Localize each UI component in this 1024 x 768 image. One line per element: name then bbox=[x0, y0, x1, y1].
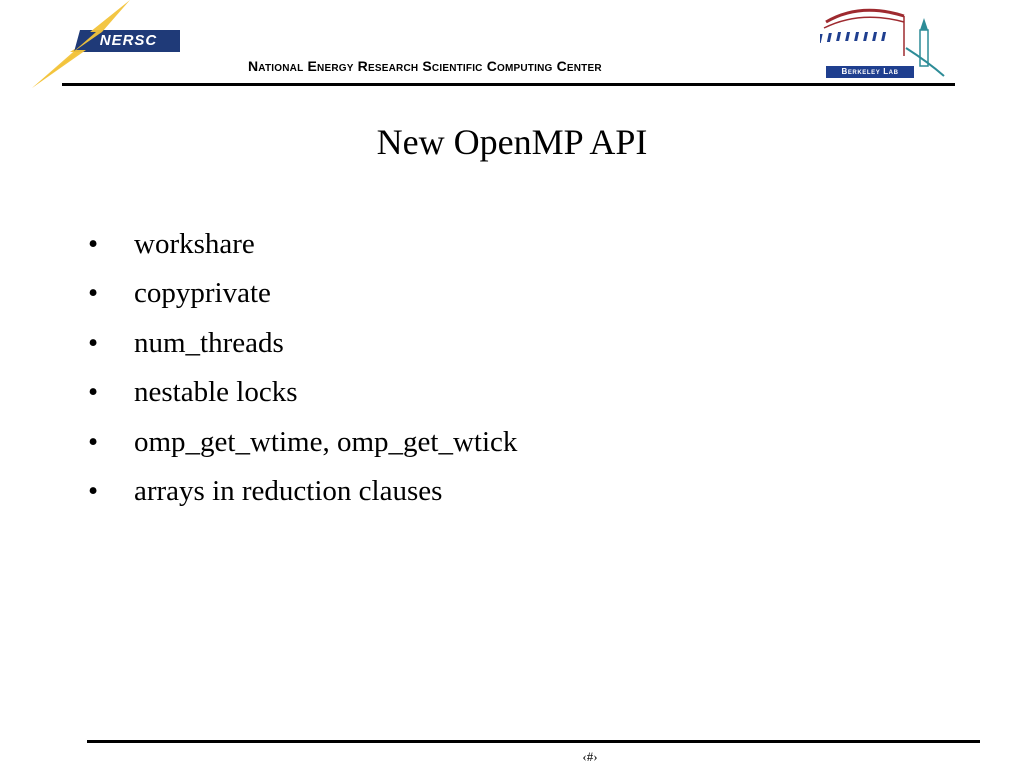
footer-divider bbox=[87, 740, 980, 743]
org-title: National Energy Research Scientific Computing Center bbox=[248, 58, 602, 74]
bullet-text: copyprivate bbox=[134, 277, 271, 310]
bullet-item bbox=[88, 277, 517, 326]
bullet-marker: • bbox=[88, 326, 99, 359]
bullet-marker: • bbox=[88, 228, 99, 260]
page-number: ‹#› bbox=[582, 749, 598, 764]
nersc-logo-text: NERSC bbox=[99, 32, 158, 49]
bullet-item bbox=[88, 426, 517, 475]
bullet-text: omp_get_wtime, omp_get_wtick bbox=[134, 425, 518, 458]
berkeley-lab-logo-text: Berkeley Lab bbox=[841, 67, 899, 76]
bullet-marker: • bbox=[88, 376, 99, 409]
bullet-list bbox=[88, 228, 517, 524]
bullet-item bbox=[88, 228, 517, 277]
bullet-text: workshare bbox=[134, 228, 255, 260]
bullet-item bbox=[88, 475, 517, 524]
bullet-text: num_threads bbox=[134, 326, 284, 359]
header-divider bbox=[62, 83, 955, 86]
bullet-marker: • bbox=[88, 425, 99, 458]
slide-title: New OpenMP API bbox=[376, 122, 648, 162]
bullet-item bbox=[88, 327, 517, 376]
bullet-marker: • bbox=[88, 474, 99, 507]
bullet-text: nestable locks bbox=[134, 376, 298, 409]
bullet-marker: • bbox=[88, 277, 99, 310]
bullet-text: arrays in reduction clauses bbox=[134, 474, 443, 507]
bullet-item bbox=[88, 376, 517, 425]
